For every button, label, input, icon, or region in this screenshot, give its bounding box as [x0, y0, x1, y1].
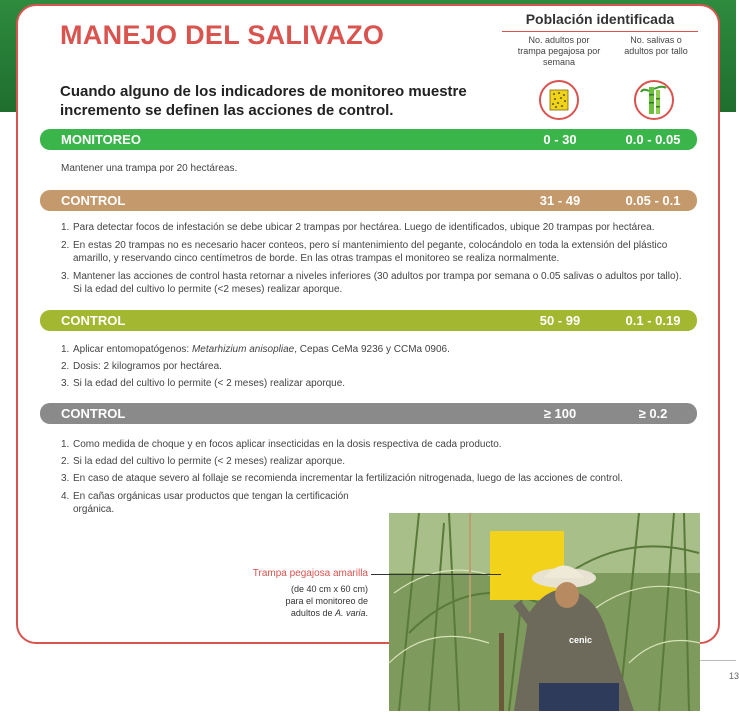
trap-range: 31 - 49: [539, 193, 581, 208]
caption-line: (de 40 cm x 60 cm): [290, 584, 368, 594]
item-number: 3.: [61, 473, 70, 484]
trap-range: ≥ 100: [543, 406, 577, 421]
item-number: 1.: [61, 344, 70, 355]
item-text: En estas 20 trampas no es necesario hacer conteos, pero sí mantenimiento del pegante, colocándolo en toda la extensión del plástico amarillo, y reservando cinco centímetros de borde. En las otras trampas el monitoreo se realiza normalmente.: [73, 240, 668, 264]
page-number: 13: [729, 671, 739, 681]
caption-title: Trampa pegajosa amarilla: [252, 568, 368, 579]
list-item: [61, 438, 691, 451]
species-name: Metarhizium anisopliae: [191, 344, 295, 355]
list-item: [61, 239, 691, 265]
page-subtitle: Cuando alguno de los indicadores de monitoreo muestre incremento se definen las acciones de control.: [60, 83, 467, 119]
field-photo: [389, 513, 700, 711]
page-footer-line: [700, 660, 736, 661]
section-bar-control-3: [40, 403, 697, 424]
stalk-range: 0.05 - 0.1: [625, 193, 681, 208]
shirt-logo: cenic: [569, 635, 593, 645]
monitoreo-text: Mantener una trampa por 20 hectáreas.: [61, 163, 238, 174]
item-text: Como medida de choque y en focos aplicar insecticidas en la dosis respectiva de cada producto.: [73, 439, 502, 450]
item-text: En caso de ataque severo al follaje se recomienda incrementar la fertilización nitrogenada, luego de las acciones de control.: [73, 473, 623, 484]
caption-line: para el monitoreo de: [285, 596, 368, 606]
column-header-traps: No. adultos por trampa pegajosa por semana: [517, 35, 601, 67]
item-text: Aplicar entomopatógenos: Metarhizium anisopliae, Cepas CeMa 9236 y CCMa 0906.: [73, 344, 450, 355]
item-number: 4.: [61, 491, 70, 502]
sugarcane-stalk-icon: [634, 80, 674, 120]
caption-line: adultos de A. varia.: [290, 608, 368, 618]
stalk-range: 0.1 - 0.19: [625, 313, 681, 328]
item-text: Si la edad del cultivo lo permite (< 2 meses) realizar aporque.: [73, 378, 346, 389]
item-text: En cañas orgánicas usar productos que tengan la certificación orgánica.: [73, 491, 349, 515]
item-number: 3.: [61, 378, 70, 389]
section-label: CONTROL: [61, 313, 126, 328]
item-number: 2.: [61, 456, 70, 467]
list-item: [61, 221, 691, 234]
section-bar-control-2: [40, 310, 697, 331]
list-item: [61, 490, 361, 516]
column-header-stalks: No. salivas o adultos por tallo: [624, 35, 688, 56]
list-item: [61, 343, 691, 356]
item-number: 1.: [61, 439, 70, 450]
caption-leader-line: [371, 574, 501, 575]
item-number: 2.: [61, 361, 70, 372]
population-underline: [502, 31, 698, 32]
page-title: MANEJO DEL SALIVAZO: [60, 20, 385, 50]
list-item: [61, 377, 691, 390]
trap-range: 0 - 30: [543, 132, 577, 147]
section-bar-monitoreo: [40, 129, 697, 150]
section-label: CONTROL: [61, 193, 126, 208]
item-text: Para detectar focos de infestación se debe ubicar 2 trampas por hectárea. Luego de identificados, ubique 20 trampas por hectárea.: [73, 222, 655, 233]
stalk-range: ≥ 0.2: [638, 406, 668, 421]
item-number: 3.: [61, 271, 70, 282]
list-item: [61, 360, 691, 373]
sticky-trap-icon: [539, 80, 579, 120]
item-number: 2.: [61, 240, 70, 251]
trap-range: 50 - 99: [539, 313, 581, 328]
item-text: Dosis: 2 kilogramos por hectárea.: [73, 361, 222, 372]
list-item: [61, 270, 691, 296]
stalk-range: 0.0 - 0.05: [625, 132, 681, 147]
section-bar-control-1: [40, 190, 697, 211]
item-text: Si la edad del cultivo lo permite (< 2 meses) realizar aporque.: [73, 456, 346, 467]
section-label: CONTROL: [61, 406, 126, 421]
caption-text: [230, 583, 368, 619]
population-title: Población identificada: [525, 11, 675, 27]
item-number: 1.: [61, 222, 70, 233]
list-item: [61, 472, 691, 485]
list-item: [61, 455, 691, 468]
section-label: MONITOREO: [61, 132, 141, 147]
item-text: Mantener las acciones de control hasta retornar a niveles inferiores (30 adultos por trampa por semana o 0.05 salivas o adultos por tallo). Si la edad del cultivo lo permite (<2 meses) realizar aporque.: [73, 271, 682, 295]
